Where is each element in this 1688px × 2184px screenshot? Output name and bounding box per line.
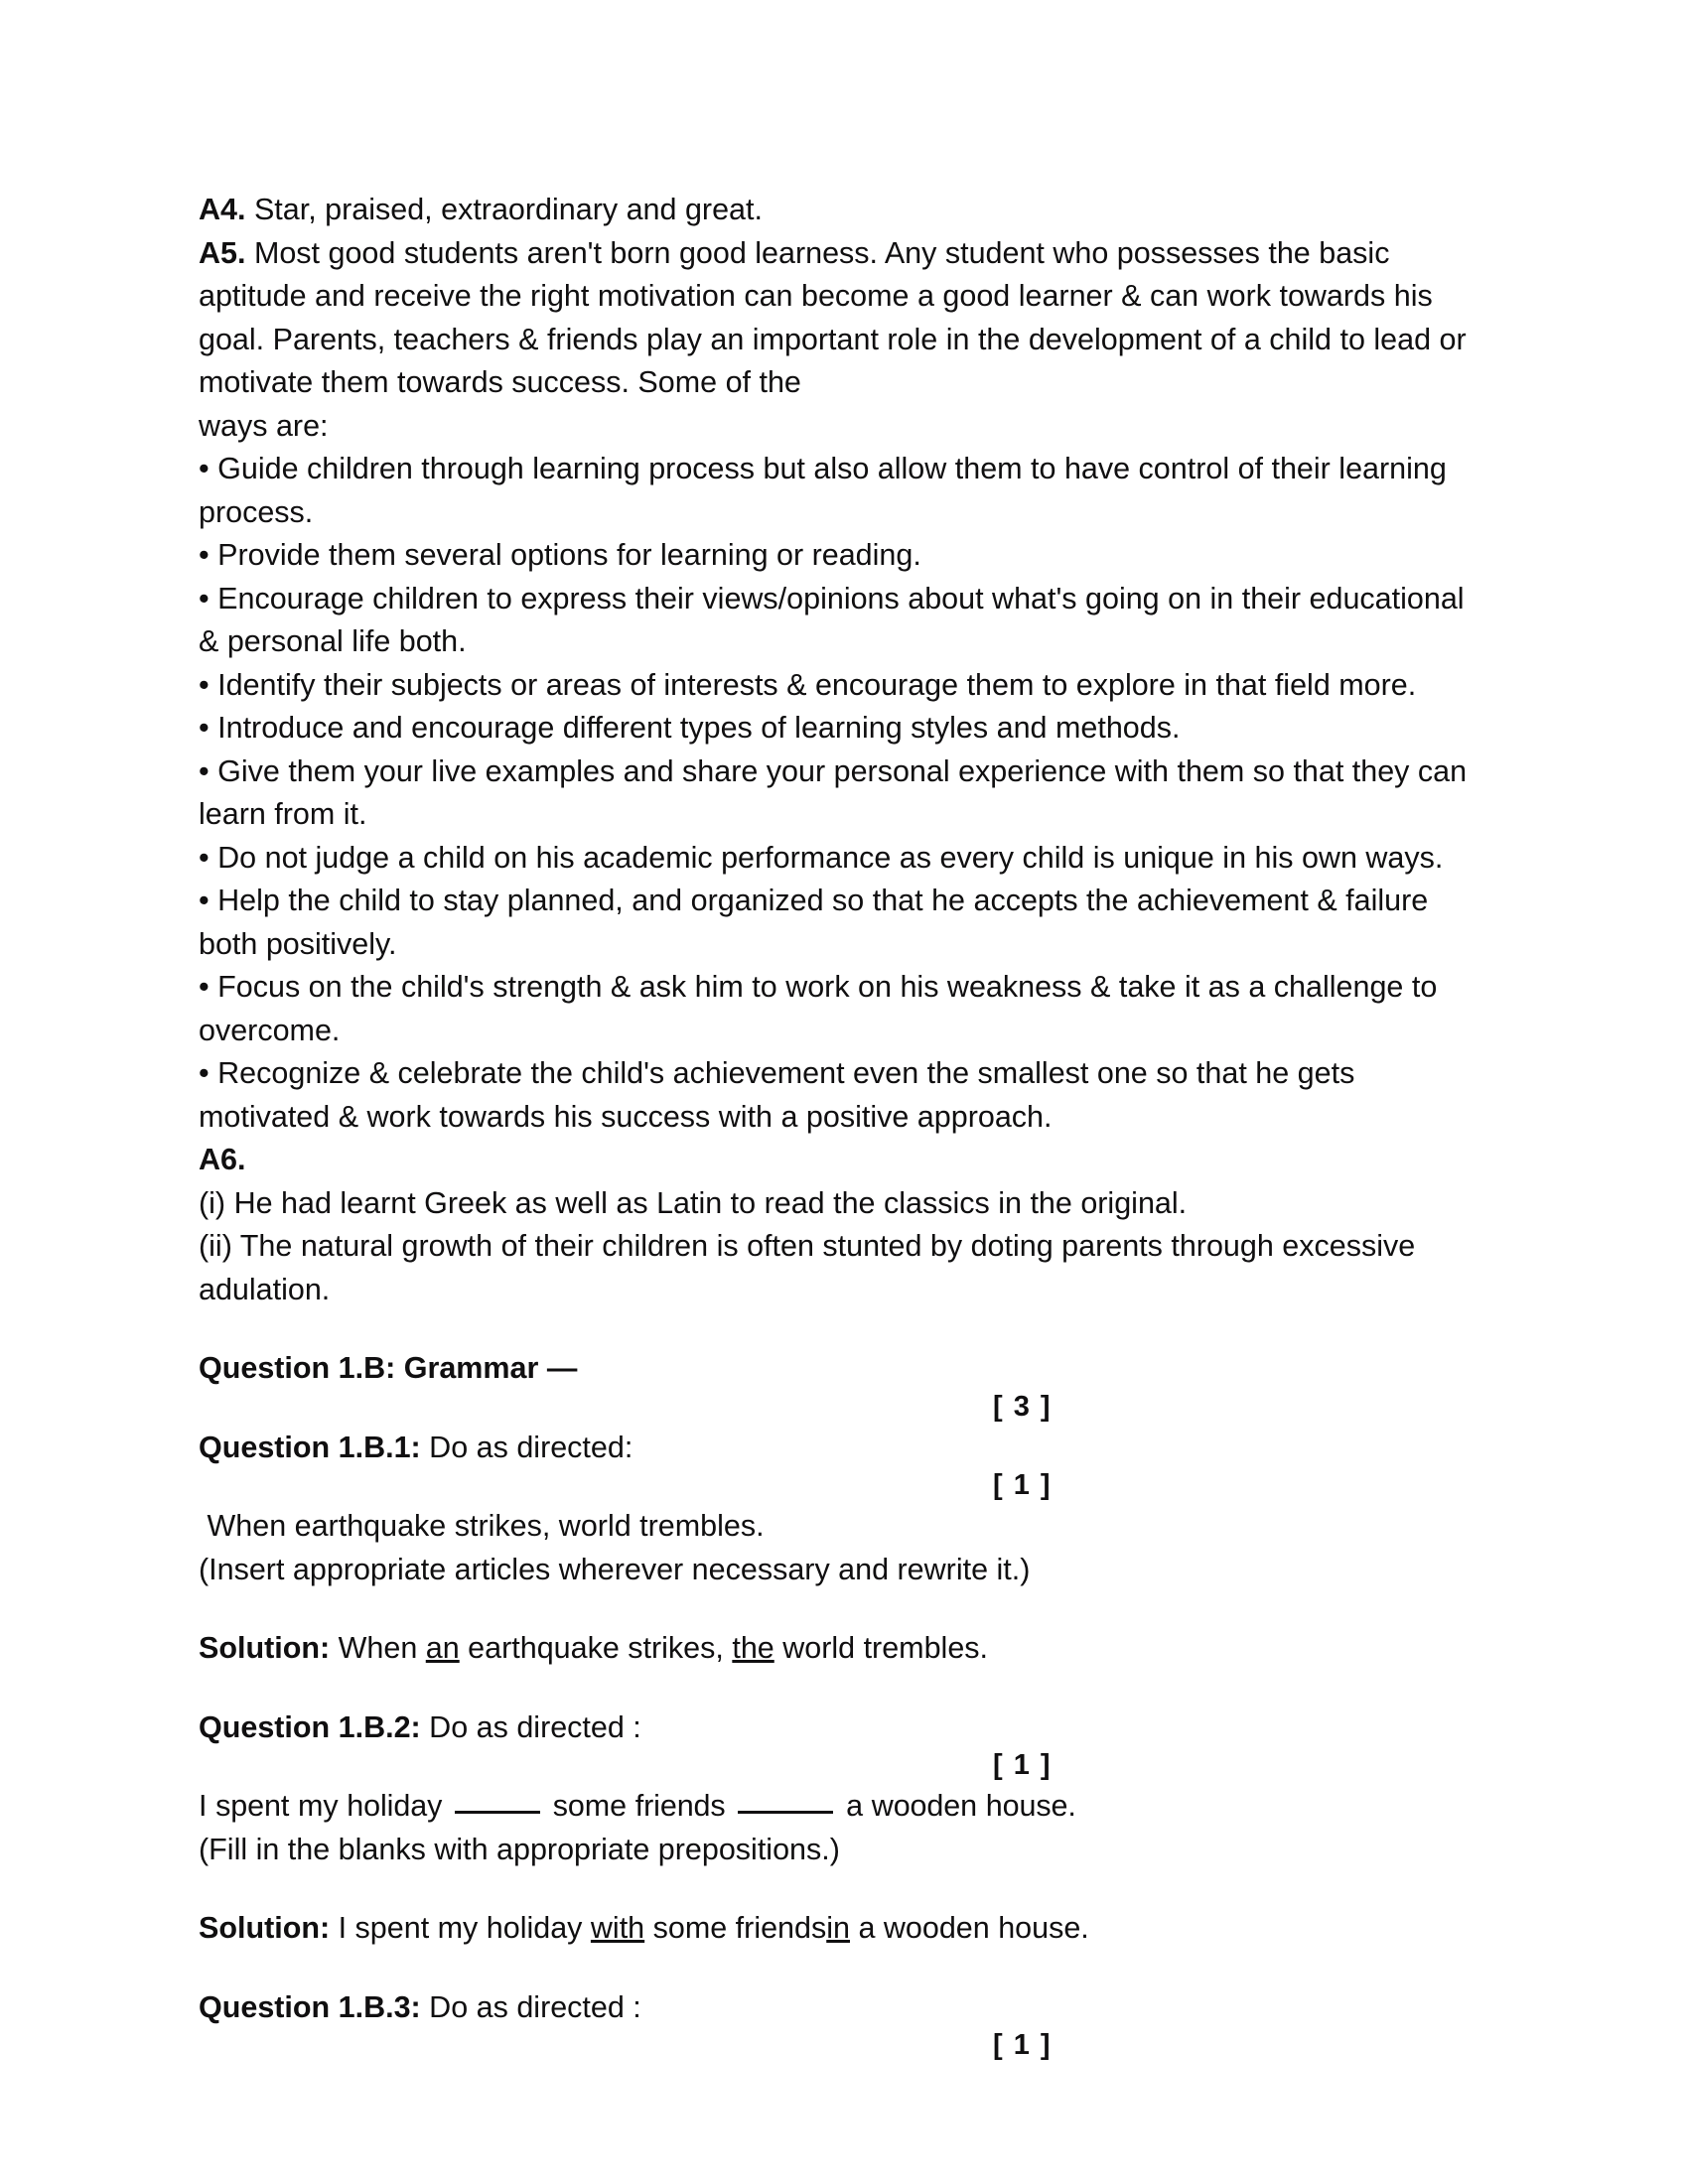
question-b1-solution-part2: earthquake strikes, [459, 1631, 733, 1665]
question-b1-solution-part1: When [330, 1631, 426, 1665]
answer-a5-bullet: • Identify their subjects or areas of interests & encourage them to explore in that field more. [199, 667, 1417, 702]
question-b2-solution [199, 1907, 1489, 1951]
question-b2-marks: [ 1 ] [993, 1749, 1053, 1781]
answer-a6-item: (i) He had learnt Greek as well as Latin to read the classics in the original. [199, 1185, 1188, 1220]
question-b1-row [199, 1427, 1489, 1501]
question-b2-heading [199, 1706, 1489, 1750]
question-b3-heading [199, 1986, 1489, 2030]
question-b3-row [199, 1986, 1489, 2061]
question-b1-solution-insert-1: an [425, 1631, 460, 1665]
question-b3-marks: [ 1 ] [993, 2029, 1053, 2061]
question-b3-label: Question 1.B.3: [199, 1989, 421, 2024]
question-b2-row [199, 1706, 1489, 1781]
question-b1-prompt-line2: (Insert appropriate articles wherever necessary and rewrite it.) [199, 1552, 1031, 1586]
question-b3-text: Do as directed : [420, 1989, 641, 2024]
question-b2-prompt-pre: I spent my holiday [199, 1789, 451, 1823]
answer-a5-bullet: • Help the child to stay planned, and organized so that he accepts the achievement & failure both positively. [199, 884, 1437, 961]
question-b2-solution-insert-2: in [826, 1911, 850, 1945]
question-b2-prompt-line1 [199, 1785, 1489, 1829]
answer-a5-intro-wrap [199, 232, 1489, 405]
question-b1-solution-insert-2: the [732, 1631, 774, 1665]
answer-a5 [199, 232, 1489, 1140]
question-b2-prompt-mid: some friends [544, 1789, 735, 1823]
answer-a5-bullet: • Guide children through learning process but also allow them to have control of their learning process. [199, 452, 1456, 529]
blank-field-1[interactable] [455, 1811, 540, 1814]
answer-a4-label: A4. [199, 193, 246, 226]
question-b1-prompt [199, 1505, 1489, 1591]
grammar-heading-label: Question 1.B: Grammar — [199, 1351, 578, 1385]
question-b2-prompt-line2: (Fill in the blanks with appropriate prepositions.) [199, 1832, 840, 1866]
answer-a6-item: (ii) The natural growth of their children is often stunted by doting parents through excessive adulation. [199, 1229, 1424, 1306]
grammar-section-heading-row [199, 1347, 1489, 1423]
answer-a5-bullet: • Provide them several options for learning or reading. [199, 538, 921, 572]
question-b1-solution [199, 1627, 1489, 1671]
answer-a5-bullet: • Do not judge a child on his academic performance as every child is unique in his own ways. [199, 840, 1444, 875]
answer-a6 [199, 1139, 1489, 1311]
answer-a5-bullet: • Encourage children to express their views/opinions about what's going on in their educational & personal life both. [199, 581, 1474, 658]
document-body [199, 189, 1489, 2061]
answer-a6-label: A6. [199, 1143, 246, 1176]
grammar-heading-marks: [ 3 ] [993, 1390, 1053, 1423]
question-b1-heading [199, 1427, 1489, 1470]
answer-a5-ways-intro: ways are: [199, 408, 329, 443]
question-b1-solution-label: Solution: [199, 1631, 331, 1665]
question-b1-solution-part3: world trembles. [774, 1631, 989, 1665]
answer-a5-bullet: • Introduce and encourage different types of learning styles and methods. [199, 711, 1181, 745]
question-b2-solution-part3: a wooden house. [849, 1911, 1089, 1945]
answer-a5-bullet: • Give them your live examples and share your personal experience with them so that they can learn from it. [199, 753, 1476, 831]
answer-a5-bullet: • Recognize & celebrate the child's achievement even the smallest one so that he gets motivated & work towards his success with a positive approach. [199, 1056, 1363, 1134]
question-b2-text: Do as directed : [420, 1709, 641, 1744]
question-b2-prompt [199, 1785, 1489, 1871]
question-b1-text: Do as directed: [420, 1430, 633, 1464]
question-b2-solution-part1: I spent my holiday [330, 1911, 591, 1945]
question-b2-solution-part2: some friends [644, 1911, 827, 1945]
answer-a5-intro: Most good students aren't born good learness. Any student who possesses the basic aptitude and receive the right motivation can become a good learner & can work towards his goal. Parents, teachers & friends play an important role in the development of a child to lead or motivate them towards success. Some of the [199, 235, 1467, 399]
question-b2-solution-insert-1: with [590, 1911, 645, 1945]
question-b1-label: Question 1.B.1: [199, 1430, 421, 1464]
question-b1-prompt-line1: When earthquake strikes, world trembles. [199, 1509, 765, 1543]
answer-a5-label: A5. [199, 235, 246, 270]
blank-field-2[interactable] [738, 1811, 833, 1814]
question-b2-prompt-post: a wooden house. [837, 1789, 1076, 1823]
grammar-section-heading [199, 1347, 1489, 1391]
answer-a4-text: Star, praised, extraordinary and great. [245, 193, 763, 226]
answer-a4 [199, 189, 1489, 232]
question-b2-solution-label: Solution: [199, 1911, 331, 1945]
answer-a5-bullet: • Focus on the child's strength & ask him to work on his weakness & take it as a challenge to overcome. [199, 970, 1446, 1047]
question-b2-label: Question 1.B.2: [199, 1709, 421, 1744]
question-b1-marks: [ 1 ] [993, 1469, 1053, 1501]
